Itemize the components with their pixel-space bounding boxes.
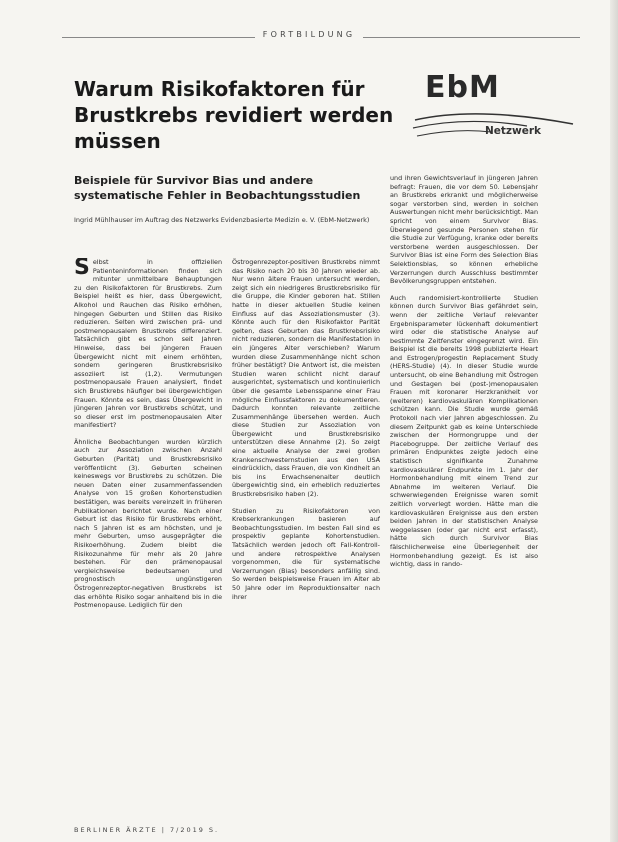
page-edge-shadow: [610, 0, 618, 842]
paragraph: Östrogenrezeptor-positiven Brustkrebs nimmt das Risiko nach 20 bis 30 Jahren wieder ab. Nur wenn ältere Frauen untersucht werden, zeigt sich ein niedrigeres Brustkrebsrisiko für die Gruppe, die Kinder geboren hat. Stillen hatte in dieser aktuellen Studie keinen Einfluss auf das Assoziationsmuster (3). Könnte auch für den Risikofaktor Parität gelten, dass Geburten das Brustkrebsrisiko nicht reduzieren, sondern die Manifestation in ein jüngeres Alter verschieben? Warum wurden diese Zusammenhänge nicht schon früher bestätigt? Die Antwort ist, die meisten Studien waren schlicht nicht darauf ausgerichtet, systematisch und kontinuierlich über die gesamte Lebensspanne einer Frau mögliche Einflussfaktoren zu dokumentieren. Dadurch konnten relevante zeitliche Zusammenhänge übersehen werden. Auch diese Studien zur Assoziation von Übergewicht und Brustkrebsrisiko unterstützen diese Annahme (2). So zeigt eine aktuelle Analyse der zwei großen Krankenschwesternstudien aus den USA eindrücklich, dass Frauen, die von Kindheit an bis ins Erwachsenenalter deutlich übergewichtig sind, ein erheblich reduziertes Brustkrebsrisiko haben (2).: [232, 258, 380, 499]
paragraph: und ihren Gewichtsverlauf in jüngeren Jahren befragt: Frauen, die vor dem 50. Lebensjahr an Brustkrebs erkrankt und möglicherweise sogar verstorben sind, werden in solchen Auswertungen nicht mehr berücksichtigt. Man spricht von einem Survivor Bias. Überwiegend gesunde Personen stehen für die Studie zur Verfügung, kranke oder bereits verstorbene werden ausgeschlossen. Der Survivor Bias ist eine Form des Selection Bias Selektionsbias, so können erhebliche Verzerrungen durch Ausschluss bestimmter Bevölkerungsgruppen entstehen.: [390, 174, 538, 286]
paragraph: Auch randomisiert-kontrollierte Studien können durch Survivor Bias gefährdet sein, wenn der zeitliche Verlauf relevanter Ergebnisparameter lückenhaft dokumentiert wird oder die statistische Analyse auf bestimmte Zeitfenster eingegrenzt wird. Ein Beispiel ist die bereits 1998 publizierte Heart and Estrogen/progestin Replacement Study (HERS-Studie) (4). In dieser Studie wurde untersucht, ob eine Behandlung mit Östrogen und Gestagen bei (post-)menopausalen Frauen mit koronarer Herzkrankheit vor (weiteren) kardiovaskulären Komplikationen schützen kann. Die Studie wurde gemäß Protokoll nach vier Jahren abgeschlossen. Zu diesem Zeitpunkt gab es keine Unterschiede zwischen der Hormongruppe und der Placebogruppe. Der zeitliche Verlauf des primären Endpunktes zeigte jedoch eine statistisch signifikante Zunahme kardiovaskulärer Endpunkte im 1. Jahr der Hormonbehandlung mit einem Trend zur Abnahme im weiteren Verlauf. Die schwerwiegenden Ereignisse waren somit zeitlich vorverlegt worden. Hätte man die kardiovaskulären Ereignisse aus den ersten beiden Jahren in der statistischen Analyse weggelassen (oder gar nicht erst erfasst), hätte sich durch Survivor Bias fälschlicherweise eine Überlegenheit der Hormonbehandlung gezeigt. Es ist also wichtig, dass in rando-: [390, 293, 538, 569]
ebm-network-logo: [407, 66, 577, 144]
paragraph: [74, 258, 222, 430]
article-subtitle: Beispiele für Survivor Bias und andere systematische Fehler in Beobachtungsstudien: [74, 174, 361, 202]
section-header: [0, 30, 618, 39]
paragraph: Ähnliche Beobachtungen wurden kürzlich auch zur Assoziation zwischen Anzahl Geburten (Parität) und Brustkrebsrisiko veröffentlicht (3). Geburten scheinen keineswegs vor Brustkrebs zu schützen. Die neuen Daten einer zusammenfassenden Analyse von 15 großen Kohortenstudien bestätigen, was bereits vereinzelt in früheren Publikationen berichtet wurde. Nach einer Geburt ist das Risiko für Brustkrebs erhöht, nach 5 Jahren ist es am höchsten, und je mehr Geburten, umso ausgeprägter die Risikoerhöhung. Zudem bleibt die Risikozunahme für mehr als 20 Jahre bestehen. Für den prämenopausal vergleichsweise bedeutsamen und prognostisch ungünstigeren Östrogenrezeptor-negativen Brustkrebs ist das erhöhte Risiko sogar anhaltend bis in die Postmenopause. Lediglich für den: [74, 437, 222, 610]
drop-cap: S: [74, 258, 90, 280]
paragraph: Studien zu Risikofaktoren von Krebserkrankungen basieren auf Beobachtungsstudien. Im besten Fall sind es prospektiv geplante Kohortenstudien. Tatsächlich werden jedoch oft Fall-Kontroll- und andere retrospektive Analysen vorgenommen, die für systematische Verzerrungen (Bias) besonders anfällig sind. So werden beispielsweise Frauen im Alter ab 50 Jahre oder im Reproduktionsalter nach ihrer: [232, 506, 380, 601]
text-column-3: [390, 174, 538, 820]
text-column-2: [232, 258, 380, 818]
logo-netzwerk-text: Netzwerk: [485, 125, 542, 137]
footer-issue: 7/2019 S.: [170, 826, 220, 834]
section-label: FORTBILDUNG: [255, 30, 363, 39]
paragraph-text: elbst in offiziellen Patienteninformationen finden sich mitunter unmittelbare Behauptungen zu den Risikofaktoren für Brustkrebs. Zum Beispiel heißt es hier, dass Übergewicht, Alkohol und Rauchen das Risiko erhöhen, hingegen Geburten und Stillen das Risiko reduzieren. Selten wird zwischen prä- und postmenopausalem Brustkrebs differenziert. Tatsächlich gibt es schon seit Jahren Hinweise, dass bei jüngeren Frauen Übergewicht nicht mit einem erhöhten, sondern geringeren Brustkrebsrisiko assoziiert ist (1,2). Vermutungen postmenopausale Frauen analysiert, findet sich Brustkrebs häufiger bei übergewichtigen Frauen. Könnte es sein, dass Übergewicht in jüngeren Jahren vor Brustkrebs schützt, und so dieser erst im postmenopausalen Alter manifestiert?: [74, 258, 222, 430]
footer-journal: BERLINER ÄRZTE: [74, 826, 158, 834]
article-authors: Ingrid Mühlhauser im Auftrag des Netzwerks Evidenzbasierte Medizin e. V. (EbM-Netzwerk): [74, 216, 370, 224]
article-title: Warum Risikofaktoren für Brustkrebs revidiert werden müssen: [74, 77, 394, 153]
page-footer: BERLINER ÄRZTE | 7/2019 S.: [74, 826, 220, 834]
logo-ebm-text: EbM: [425, 70, 500, 105]
text-column-1: [74, 258, 222, 818]
